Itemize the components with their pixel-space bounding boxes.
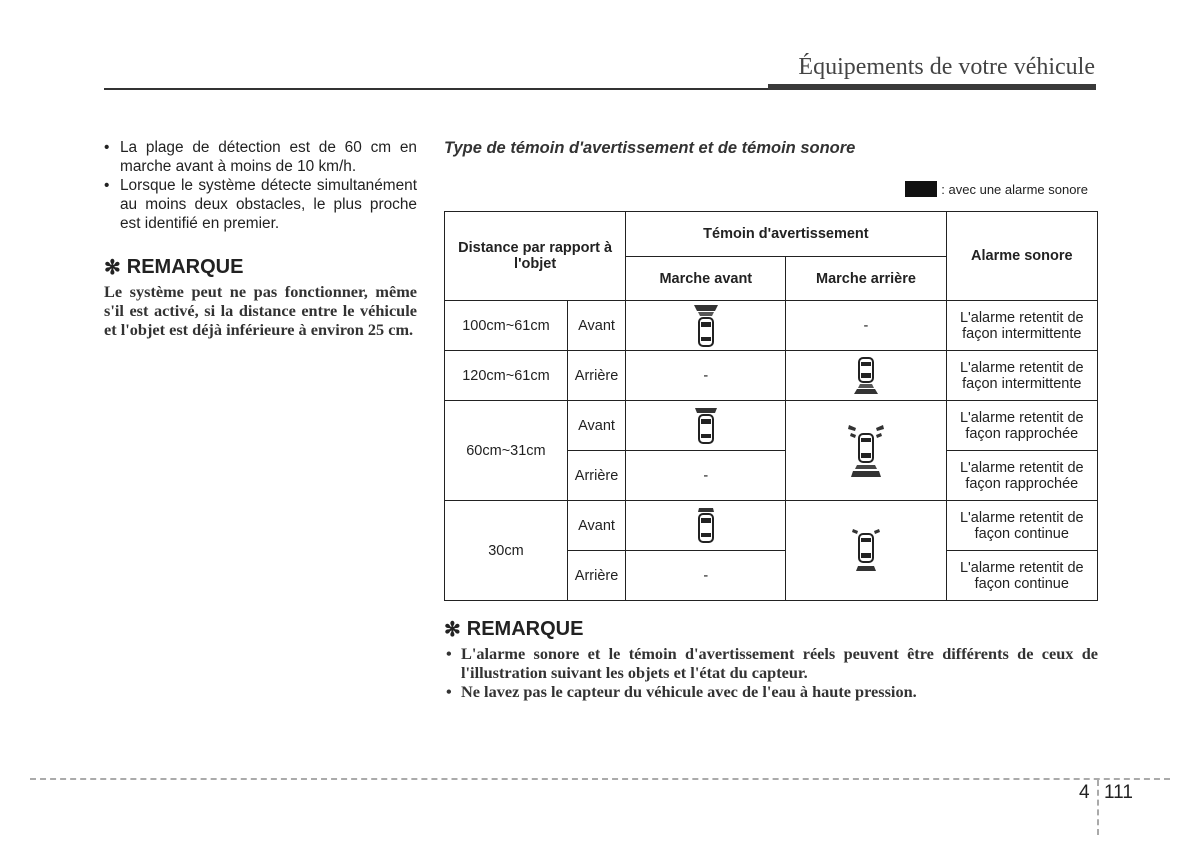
mode-cell: Arrière	[567, 451, 625, 501]
footer-vertical-divider	[1097, 780, 1099, 835]
bullet-list	[104, 138, 417, 233]
header-indicator: Témoin d'avertissement	[626, 212, 946, 257]
table-row	[445, 351, 1098, 401]
car-topview-icon	[851, 356, 881, 396]
alarm-cell: L'alarme retentit de façon intermittente	[946, 351, 1097, 401]
forward-indicator	[626, 501, 786, 551]
distance-cell: 100cm~61cm	[445, 301, 568, 351]
distance-cell: 60cm~31cm	[445, 401, 568, 501]
alarm-cell: L'alarme retentit de façon continue	[946, 551, 1097, 601]
alarm-cell: L'alarme retentit de façon rapprochée	[946, 401, 1097, 451]
car-topview-icon	[691, 506, 721, 546]
header-forward: Marche avant	[626, 257, 786, 301]
car-topview-icon	[846, 526, 886, 576]
mode-cell: Avant	[567, 301, 625, 351]
bullet-item: • La plage de détection est de 60 cm en marche avant à moins de 10 km/h.	[104, 138, 417, 176]
header-alarm: Alarme sonore	[946, 212, 1097, 301]
table-row	[445, 401, 1098, 451]
remark-title: REMARQUE	[126, 256, 244, 278]
mode-cell: Arrière	[567, 551, 625, 601]
header-rule-accent	[768, 84, 1096, 90]
distance-cell: 30cm	[445, 501, 568, 601]
legend	[905, 181, 1088, 197]
alarm-cell: L'alarme retentit de façon continue	[946, 501, 1097, 551]
remark-bullet-list	[444, 644, 1098, 701]
left-column	[104, 138, 417, 339]
forward-indicator	[626, 401, 786, 451]
asterisk-icon: ✻	[444, 619, 461, 641]
right-column	[444, 138, 1098, 592]
remark-heading	[444, 617, 1098, 642]
reverse-indicator	[786, 501, 946, 601]
remark-bullet: • L'alarme sonore et le témoin d'avertissement réels peuvent être différents de ceux de l'illustration suivant les objets et l'état du capteur.	[444, 644, 1098, 682]
bullet-item: • Lorsque le système détecte simultanément au moins deux obstacles, le plus proche est identifié en premier.	[104, 176, 417, 233]
remark-heading	[104, 255, 417, 280]
car-topview-icon	[691, 303, 721, 349]
table-row	[445, 501, 1098, 551]
page-number: 111	[1104, 782, 1133, 803]
reverse-indicator	[786, 351, 946, 401]
page-header-title: Équipements de votre véhicule	[798, 54, 1095, 80]
section-title: Type de témoin d'avertissement et de témoin sonore	[444, 139, 856, 157]
chapter-number: 4	[1079, 782, 1090, 803]
table-row	[445, 301, 1098, 351]
car-topview-icon	[691, 406, 721, 446]
car-topview-icon	[846, 422, 886, 480]
reverse-indicator: -	[786, 301, 946, 351]
forward-indicator: -	[626, 551, 786, 601]
alarm-cell: L'alarme retentit de façon rapprochée	[946, 451, 1097, 501]
forward-indicator: -	[626, 351, 786, 401]
legend-swatch	[905, 181, 937, 197]
alarm-cell: L'alarme retentit de façon intermittente	[946, 301, 1097, 351]
mode-cell: Avant	[567, 401, 625, 451]
reverse-indicator	[786, 401, 946, 501]
bottom-remark	[444, 617, 1098, 701]
remark-title: REMARQUE	[466, 618, 584, 640]
asterisk-icon: ✻	[104, 257, 121, 279]
remark-text: Le système peut ne pas fonctionner, même s'il est activé, si la distance entre le véhicule et l'objet est déjà inférieure à environ 25 cm.	[104, 282, 417, 339]
header-reverse: Marche arrière	[786, 257, 946, 301]
mode-cell: Arrière	[567, 351, 625, 401]
remark-bullet: • Ne lavez pas le capteur du véhicule avec de l'eau à haute pression.	[444, 682, 1098, 701]
footer-divider	[30, 778, 1170, 780]
mode-cell: Avant	[567, 501, 625, 551]
distance-cell: 120cm~61cm	[445, 351, 568, 401]
forward-indicator	[626, 301, 786, 351]
forward-indicator: -	[626, 451, 786, 501]
legend-text: : avec une alarme sonore	[941, 181, 1088, 197]
header-distance: Distance par rapport à l'objet	[445, 212, 626, 301]
warning-table	[444, 211, 1098, 601]
